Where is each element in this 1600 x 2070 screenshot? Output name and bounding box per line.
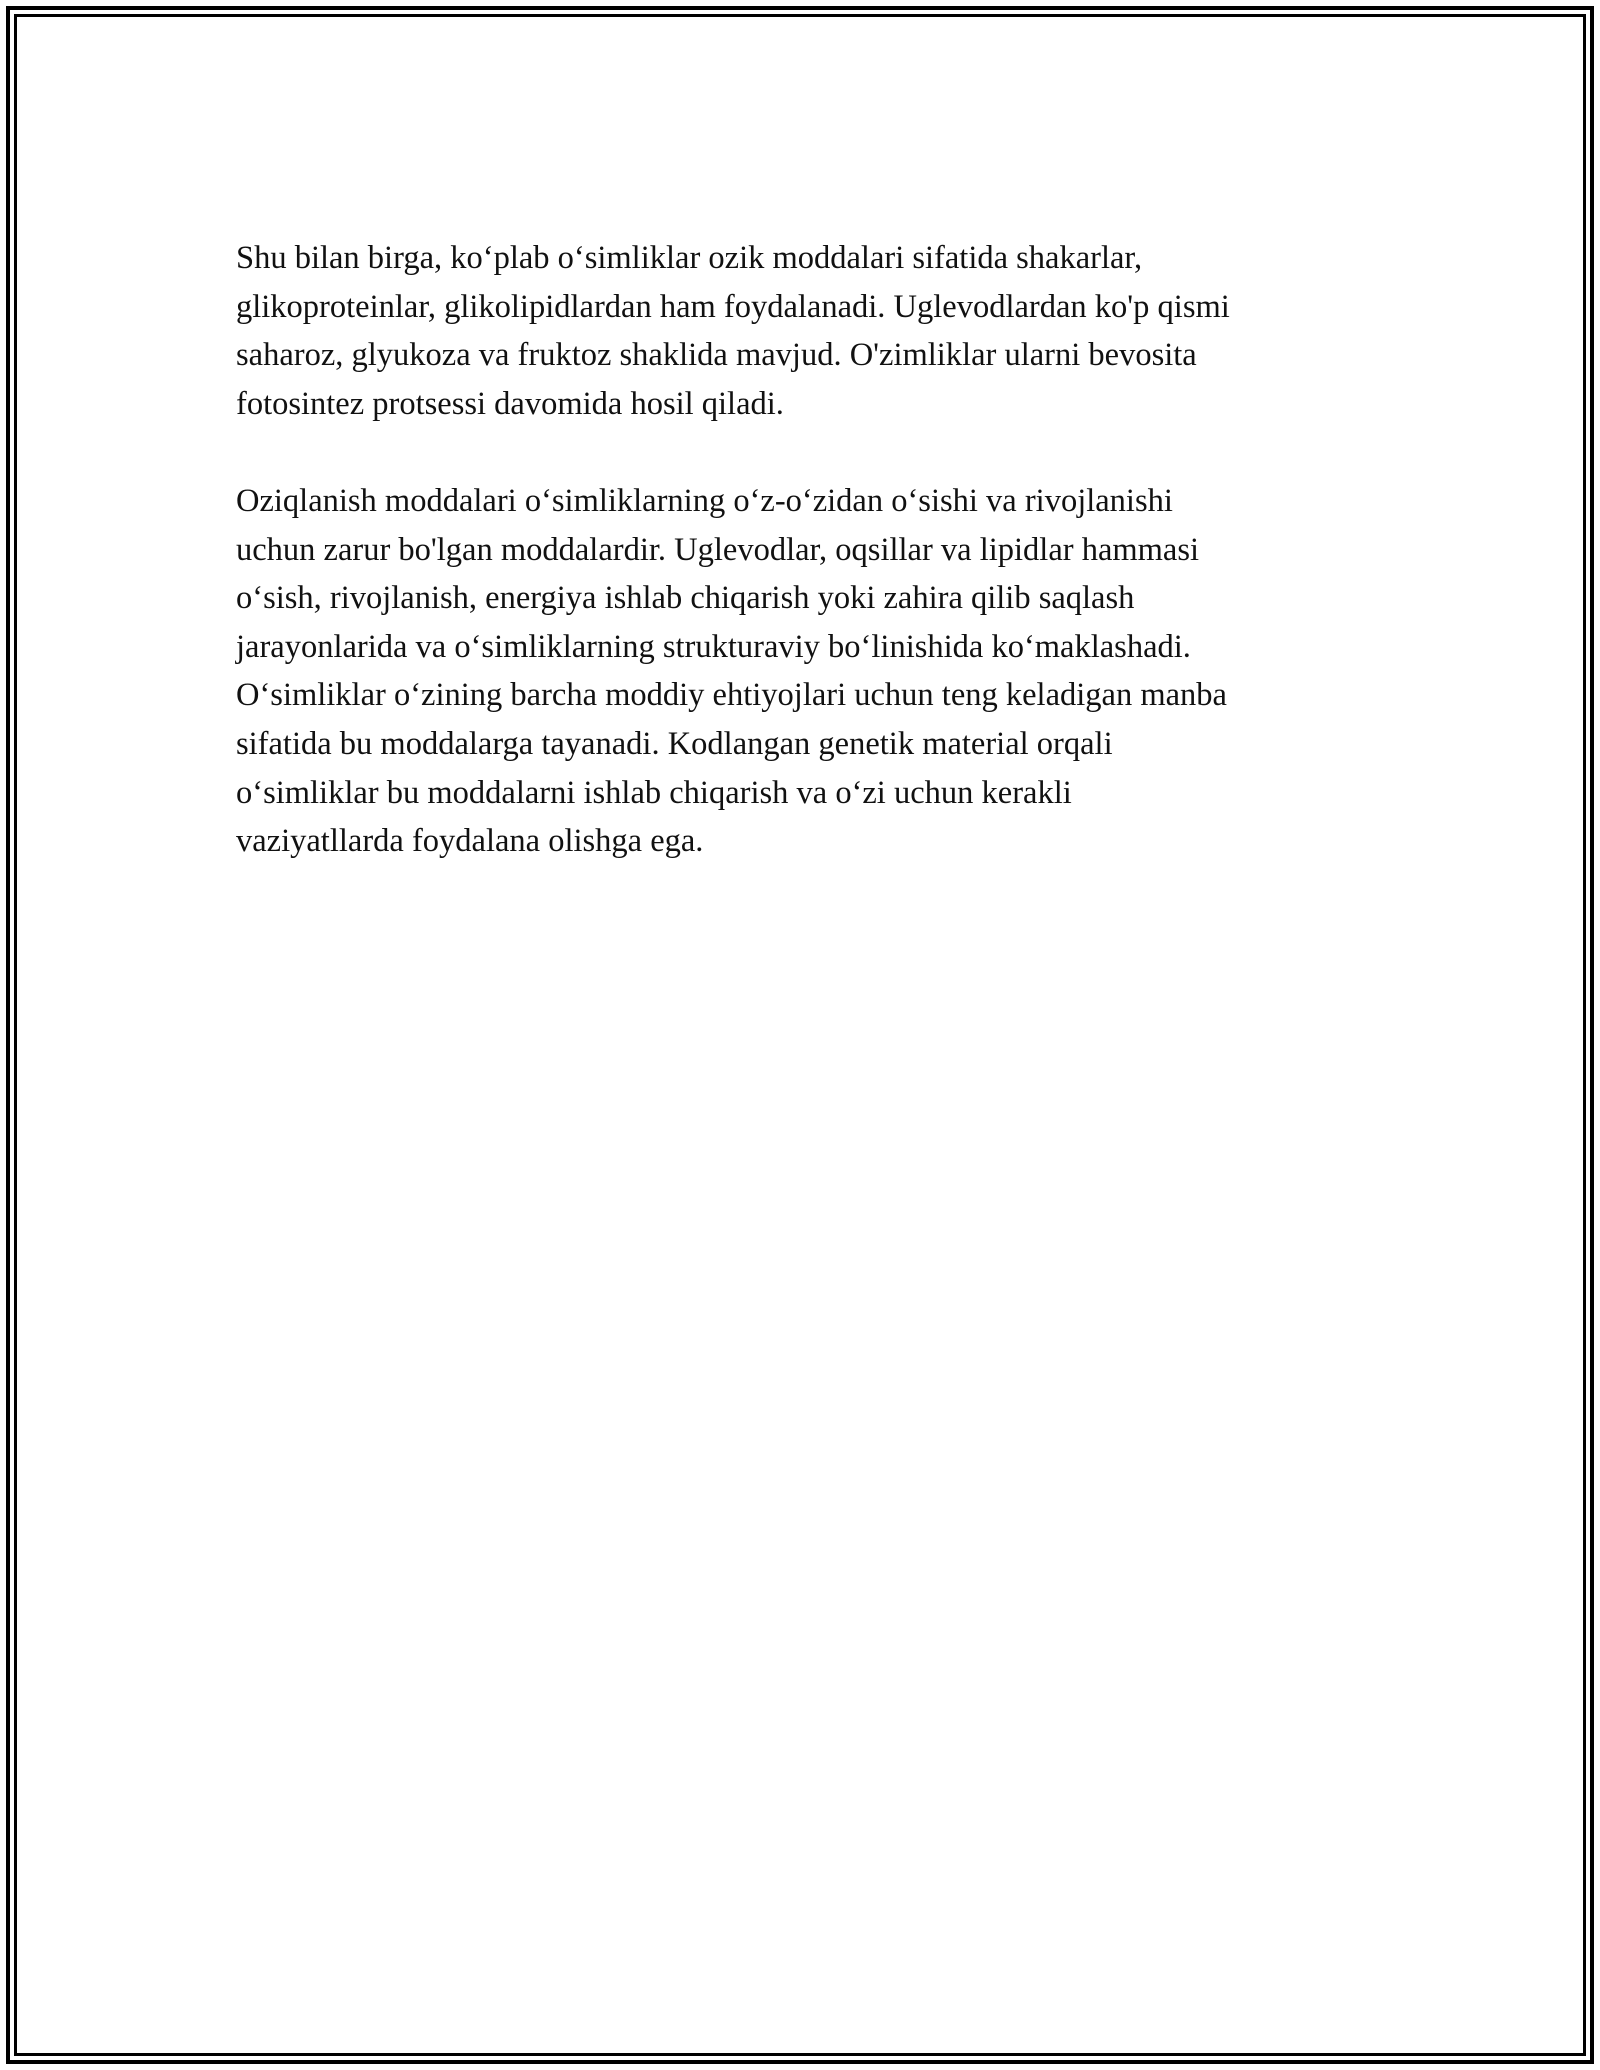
paragraph-1: Shu bilan birga, ko‘plab o‘simliklar ozik moddalari sifatida shakarlar, glikoproteinlar, glikolipidlardan ham foydalanadi. Uglevodlardan ko'p qismi saharoz, glyukoza va fruktoz shaklida mavjud. O'zimliklar ularni bevosita fotosintez protsessi davomida hosil qiladi. <box>236 240 1230 422</box>
paragraph-2: Oziqlanish moddalari o‘simliklarning o‘z-o‘zidan o‘sishi va rivojlanishi uchun zarur bo'lgan moddalardir. Uglevodlar, oqsillar va lipidlar hammasi o‘sish, rivojlanish, energiya ishlab chiqarish yoki zahira qilib saqlash jarayonlarida va o‘simliklarning strukturaviy bo‘linishida ko‘maklashadi. O‘simliklar o‘zining barcha moddiy ehtiyojlari uchun teng keladigan manba sifatida bu moddalarga tayanadi. Kodlangan genetik material orqali o‘simliklar bu moddalarni ishlab chiqarish va o‘zi uchun kerakli vaziyatllarda foydalana olishga ega. <box>236 482 1227 860</box>
document-body <box>236 234 1376 866</box>
